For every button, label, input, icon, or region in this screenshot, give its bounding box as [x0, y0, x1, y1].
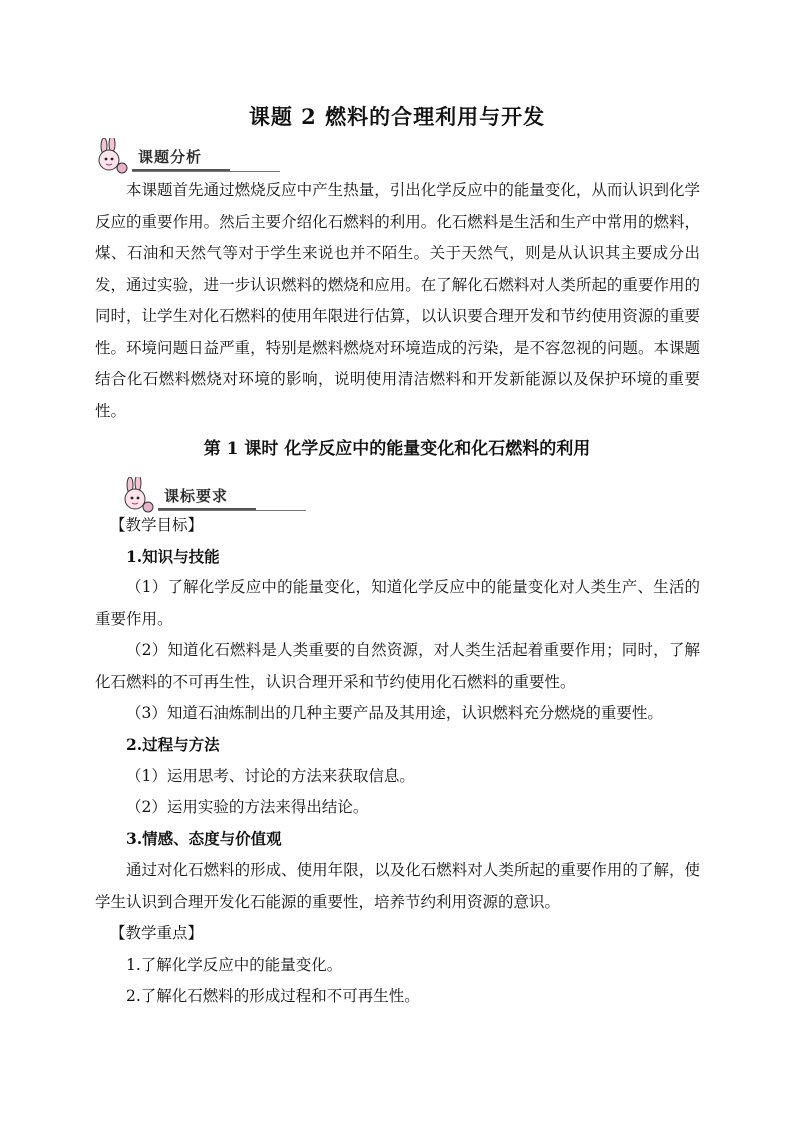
k1-item-1: （1）了解化学反应中的能量变化，知道化学反应中的能量变化对人类生产、生活的重要作用。 — [95, 578, 700, 628]
intro-paragraph: 本课题首先通过燃烧反应中产生热量，引出化学反应中的能量变化，从而认识到化学反应的重要作用。然后主要介绍化石燃料的利用。化石燃料是生活和生产中常用的燃料，煤、石油和天然气等对于学生来说也并不陌生。关于天然气，则是从认识其主要成分出发，通过实验，进一步认识燃料的燃烧和应用。在了解化石燃料对人类所起的重要作用的同时，让学生对化石燃料的使用年限进行估算，以认识要合理开发和节约使用资源的重要性。环境问题日益严重，特别是燃料燃烧对环境造成的污染，是不容忽视的问题。本课题结合化石燃料燃烧对环境的影响，说明使用清洁燃料和开发新能源以及保护环境的重要性。 — [95, 181, 700, 420]
key-point-2: 2.了解化石燃料的形成过程和不可再生性。 — [126, 987, 420, 1005]
key-points-heading: 【教学重点】 — [110, 924, 204, 942]
lesson-title: 第 1 课时 化学反应中的能量变化和化石燃料的利用 — [203, 439, 591, 459]
page-title: 课题 2 燃料的合理利用与开发 — [248, 104, 546, 129]
goals-heading: 【教学目标】 — [110, 516, 204, 534]
k1-item-2: （2）知道化石燃料是人类重要的自然资源，对人类生活起着重要作用；同时，了解化石燃料的不可再生性，认识合理开采和节约使用化石燃料的重要性。 — [95, 641, 700, 691]
banner-label: 课标要求 — [158, 484, 256, 510]
k1-heading: 1.知识与技能 — [126, 547, 220, 566]
banner-divider — [132, 171, 280, 172]
banner-label: 课题分析 — [132, 145, 230, 171]
section-banner-analysis — [92, 138, 272, 178]
k1-item-3: （3）知道石油炼制出的几种主要产品及其用途，认识燃料充分燃烧的重要性。 — [126, 704, 663, 722]
k2-heading: 2.过程与方法 — [126, 735, 220, 754]
k3-heading: 3.情感、态度与价值观 — [126, 829, 282, 848]
bunny-mascot-icon — [92, 138, 136, 178]
k2-item-1: （1）运用思考、讨论的方法来获取信息。 — [126, 767, 415, 785]
k2-item-2: （2）运用实验的方法来得出结论。 — [126, 798, 369, 816]
key-point-1: 1.了解化学反应中的能量变化。 — [126, 956, 343, 974]
k3-paragraph: 通过对化石燃料的形成、使用年限，以及化石燃料对人类所起的重要作用的了解，使学生认识到合理开发化石能源的重要性，培养节约利用资源的意识。 — [95, 861, 700, 911]
